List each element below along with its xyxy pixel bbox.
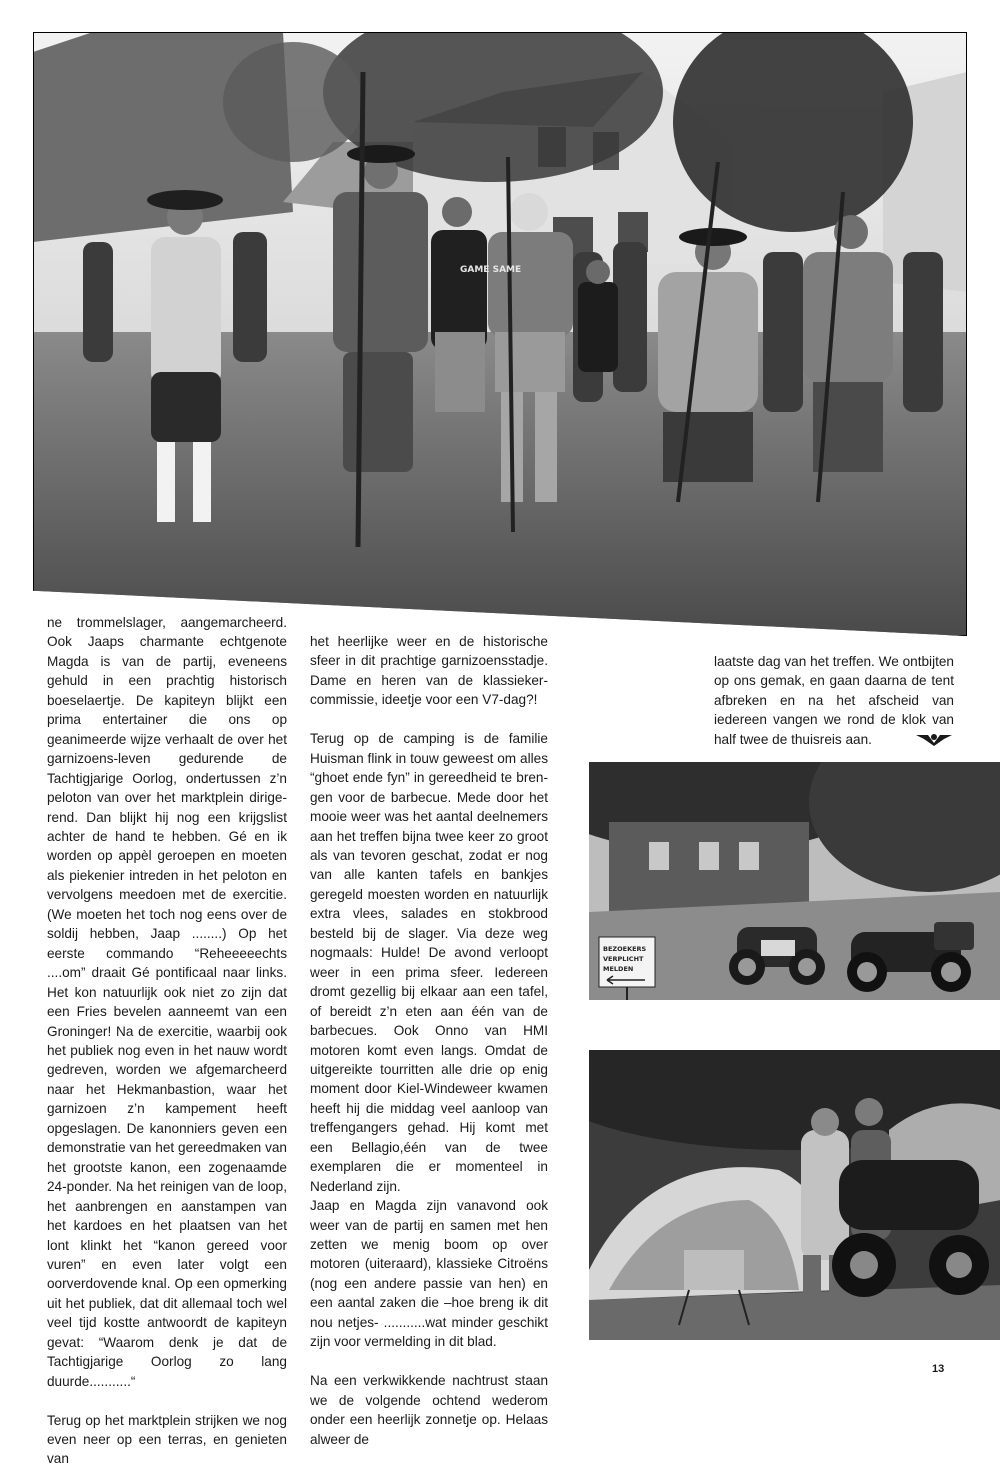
sign-line-3: MELDEN: [603, 965, 634, 973]
column2-paragraph-3: Jaap en Magda zijn vanavond ook weer van de partij en samen met hen zetten we menig boom op over motoren (uiteraard), klassieke Citroëns (nog een andere passie van hen) en een aantal zaken die –hoe breng ik dit nou netjes- ...........wat minder geschikt zijn voor vermelding in dit blad.: [310, 1198, 548, 1350]
club-emblem-icon: [914, 731, 954, 747]
column2-paragraph-4: Na een verkwikkende nachtrust staan we de volgende ochtend wederom onder een heerlijk zonnetje op. Helaas alweer de: [310, 1373, 548, 1447]
sign-line-2: VERPLICHT: [603, 955, 644, 963]
column2-paragraph-1: het heerlijke weer en de historische sfeer in dit prachtige garnizoensstadje. Dame en heren van de klassieker-commissie, ideetje voor een V7-dag?!: [310, 634, 548, 708]
column1-paragraph-1: ne trommelslager, aangemarcheerd. Ook Jaaps charmante echtgenote Magda is van de partij, eveneens gehuld in een prachtig historisch boeselaertje. De kapiteyn blijkt een prima entertainer die ons op geanimeerde wijze verhaalt de over het garnizoens-leven gedurende de Tachtigjarige Oorlog, ondertussen z’n peloton van over het marktplein dirigerend. Dan blijkt hij nog een krijgslist achter de hand te hebben. Gé en ik worden op appèl geroepen en moeten als piekenier intreden in het peloton en vervolgens meedoen met de exercitie. (We moeten het toch nog eens over de soldij hebben, Jaap ........) Op het eerste commando “Reheeeeechts ....om” draait Gé pontificaal naar links. Het kon natuurlijk ook niet zo zijn dat een Fries bevelen aanneemt van een Groninger! Na de exercitie, waarbij ook het publiek nog even in het nauw wordt gedreven, worden we afgemarcheerd naar het Hekmanbastion, waar het garnizoen z’n kampement heeft opgeslagen. De kanonniers geven een demonstratie van het gereedmaken van het grootste kanon, een zogenaamde 24-ponder. Na het reinigen van de loop, het aanbrengen en aanstampen van het kardoes en het plaatsen van het lont klinkt het “kanon gereed voor vuren” en even later volgt een oorverdovende knal. Op een opmerking uit het publiek, dat dit allemaal toch wel veel tijd kostte antwoordt de kapiteyn gevat: “Waarom denk je dat de Tachtigjarige Oorlog zo lang duurde...........“: [47, 615, 287, 1389]
column3-paragraph-1: laatste dag van het treffen. We ontbijten op ons gemak, en gaan daarna de tent afbreken en na het afscheid van iedereen vangen we rond de klok van half twee de thuisreis aan.: [714, 654, 954, 747]
campsite-photo: [589, 1050, 1000, 1340]
page-number: 13: [932, 1363, 945, 1375]
motorcycles-photo: [589, 762, 1000, 1000]
sign-line-1: BEZOEKERS: [603, 945, 647, 953]
column1-paragraph-2: Terug op het marktplein strijken we nog even neer op een terras, en genieten van: [47, 1412, 287, 1467]
shirt-text: GAME SAME: [460, 265, 522, 275]
main-photo: [33, 32, 967, 636]
article-column-2: [310, 632, 548, 1449]
column2-paragraph-2: Terug op de camping is de familie Huisman flink in touw geweest om alles “ghoet ende fyn” in gereedheid te brengen voor de barbecue. Mede door het mooie weer was het aantal deelnemers aan het treffen bijna twee keer zo groot als van tevoren geschat, zodat er nog van alle kanten tafels en bankjes geregeld moesten worden en natuurlijk extra vlees, salades en stokbrood besteld bij de slager. Via deze weg nogmaals: Hulde! De avond verloopt weer in een prima sfeer. Iedereen dromt gezellig bij elkaar aan een tafel, of bereidt z’n eten aan één van de barbecues. Ook Onno van HMI motoren komt even langs. Omdat de uitgereikte tourritten alle drie op enig moment door Kiel-Windeweer kwamen heeft hij die middag veel aanloop van treffengangers gehad. Hij komt met een Bellagio,één van de twee exemplaren die er momenteel in Nederland zijn.: [310, 731, 548, 1194]
article-column-1: [47, 613, 287, 1469]
